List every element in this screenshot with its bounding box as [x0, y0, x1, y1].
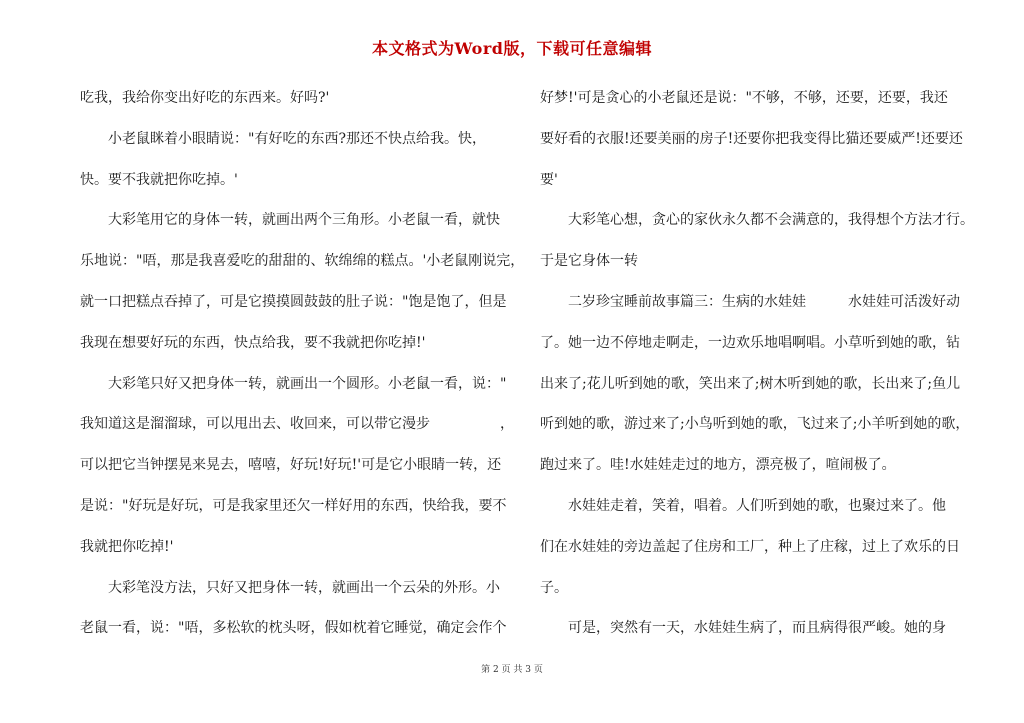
text-line: 大彩笔用它的身体一转，就画出两个三角形。小老鼠一看，就快	[80, 212, 500, 229]
text-line: 就一口把糕点吞掉了，可是它摸摸圆鼓鼓的肚子说："饱是饱了，但是	[80, 293, 507, 310]
text-line: 好梦!'可是贪心的小老鼠还是说："不够，不够，还要，还要，我还	[540, 90, 948, 106]
text-line: 可是，突然有一天，水娃娃生病了，而且病得很严峻。她的身	[540, 620, 946, 637]
text-line: 大彩笔没方法，只好又把身体一转，就画出一个云朵的外形。小	[80, 579, 500, 596]
text-line: 大彩笔只好又把身体一转，就画出一个圆形。小老鼠一看，说："	[80, 375, 507, 392]
text-line: 小老鼠眯着小眼睛说："有好吃的东西?那还不快点给我。快，	[80, 130, 486, 147]
text-line: 跑过来了。哇!水娃娃走过的地方，漂亮极了，喧闹极了。	[540, 457, 896, 474]
text-line: 了。她一边不停地走啊走，一边欢乐地唱啊唱。小草听到她的歌，钻	[540, 334, 960, 351]
text-line: 我现在想要好玩的东西，快点给我，要不我就把你吃掉!'	[80, 334, 426, 351]
text-line: 于是它身体一转	[540, 253, 638, 270]
text-line: 要'	[540, 171, 558, 188]
text-line: 乐地说："唔，那是我喜爱吃的甜甜的、软绵绵的糕点。'小老鼠刚说完，	[80, 253, 525, 270]
page-number-footer: 第 2 页 共 3 页	[481, 665, 543, 675]
text-line: 大彩笔心想，贪心的家伙永久都不会满意的，我得想个方法才行。	[540, 212, 974, 229]
text-line: 二岁珍宝睡前故事篇三：生病的水娃娃 水娃娃可活泼好动	[540, 293, 960, 310]
text-line: 要好看的衣服!还要美丽的房子!还要你把我变得比猫还要威严!还要还	[540, 130, 963, 147]
text-line: 老鼠一看，说："唔，多松软的枕头呀，假如枕着它睡觉，确定会作个	[80, 620, 507, 637]
text-line: 可以把它当钟摆晃来晃去，嘻嘻，好玩!好玩!'可是它小眼睛一转，还	[80, 457, 502, 474]
text-line: 们在水娃娃的旁边盖起了住房和工厂，种上了庄稼，过上了欢乐的日	[540, 538, 960, 555]
text-line: 我知道这是溜溜球，可以甩出去、收回来，可以带它漫步 ，	[80, 416, 514, 433]
right-text-column	[540, 78, 974, 649]
text-line: 吃我，我给你变出好吃的东西来。好吗?'	[80, 90, 330, 106]
text-line: 快。要不我就把你吃掉。'	[80, 171, 238, 188]
text-line: 子。	[540, 579, 568, 596]
text-line: 出来了;花儿听到她的歌，笑出来了;树木听到她的歌，长出来了;鱼儿	[540, 375, 961, 392]
text-line: 是说："好玩是好玩，可是我家里还欠一样好用的东西，快给我，要不	[80, 497, 507, 514]
document-header-title: 本文格式为Word版，下载可任意编辑	[372, 39, 652, 58]
text-line: 我就把你吃掉!'	[80, 538, 174, 555]
text-line: 听到她的歌，游过来了;小鸟听到她的歌，飞过来了;小羊听到她的歌，	[540, 416, 970, 433]
left-text-column	[80, 78, 525, 649]
text-line: 水娃娃走着，笑着，唱着。人们听到她的歌，也聚过来了。他	[540, 497, 946, 514]
